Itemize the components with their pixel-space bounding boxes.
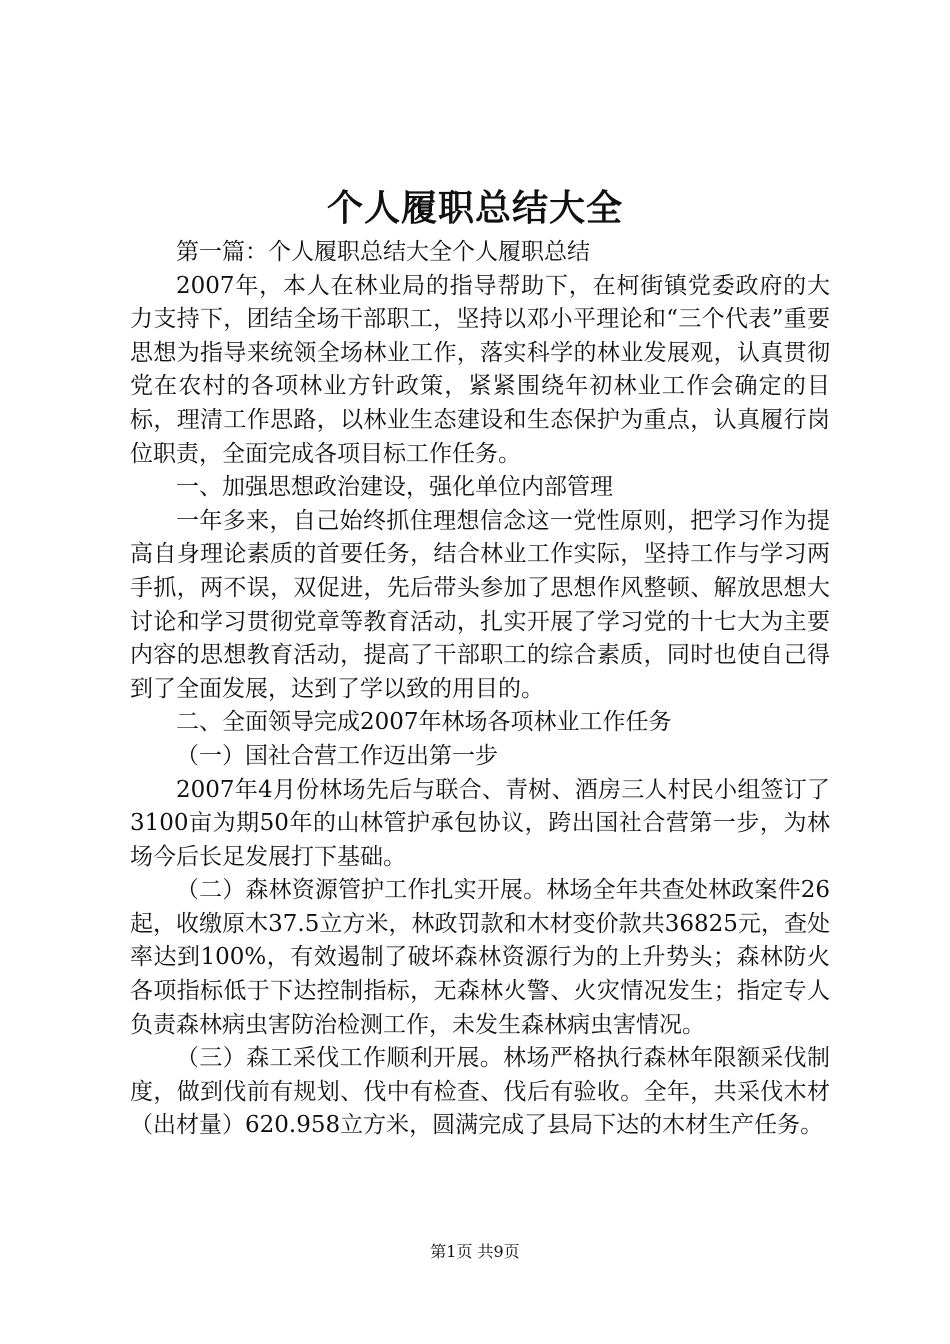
document-body xyxy=(130,236,830,1143)
paragraph-8: （二）森林资源管护工作扎实开展。林场全年共查处林政案件26起，收缴原木37.5立方米，林政罚款和木材变价款共36825元，查处率达到100%，有效遏制了破坏森林资源行为的上升势头；森林防火各项指标低于下达控制指标，无森林火警、火灾情况发生；指定专人负责森林病虫害防治检测工作，未发生森林病虫害情况。 xyxy=(130,877,830,1038)
paragraph-2: 2007年，本人在林业局的指导帮助下，在柯街镇党委政府的大力支持下，团结全场干部职工，坚持以邓小平理论和“三个代表”重要思想为指导来统领全场林业工作，落实科学的林业发展观，认真贯彻党在农村的各项林业方针政策，紧紧围绕年初林业工作会确定的目标，理清工作思路，以林业生态建设和生态保护为重点，认真履行岗位职责，全面完成各项目标工作任务。 xyxy=(130,272,830,467)
paragraph-6: （一）国社合营工作迈出第一步 xyxy=(176,742,498,769)
page-footer: 第1页 共9页 xyxy=(430,1242,520,1261)
paragraph-3: 一、加强思想政治建设，强化单位内部管理 xyxy=(176,474,613,501)
paragraph-9: （三）森工采伐工作顺利开展。林场严格执行森林年限额采伐制度，做到伐前有规划、伐中有检查、伐后有验收。全年，共采伐木材（出材量）620.958立方米，圆满完成了县局下达的木材生产任务。 xyxy=(130,1045,830,1139)
paragraph-4: 一年多来，自己始终抓住理想信念这一党性原则，把学习作为提高自身理论素质的首要任务，结合林业工作实际，坚持工作与学习两手抓，两不误，双促进，先后带头参加了思想作风整顿、解放思想大讨论和学习贯彻党章等教育活动，扎实开展了学习党的十七大为主要内容的思想教育活动，提高了干部职工的综合素质，同时也使自己得到了全面发展，达到了学以致的用目的。 xyxy=(130,507,830,702)
paragraph-5: 二、全面领导完成2007年林场各项林业工作任务 xyxy=(176,709,672,736)
paragraph-7: 2007年4月份林场先后与联合、青树、酒房三人村民小组签订了3100亩为期50年的山林管护承包协议，跨出国社合营第一步，为林场今后长足发展打下基础。 xyxy=(130,776,830,870)
paragraph-1: 第一篇：个人履职总结大全个人履职总结 xyxy=(176,239,590,265)
document-title: 个人履职总结大全 xyxy=(326,187,623,229)
